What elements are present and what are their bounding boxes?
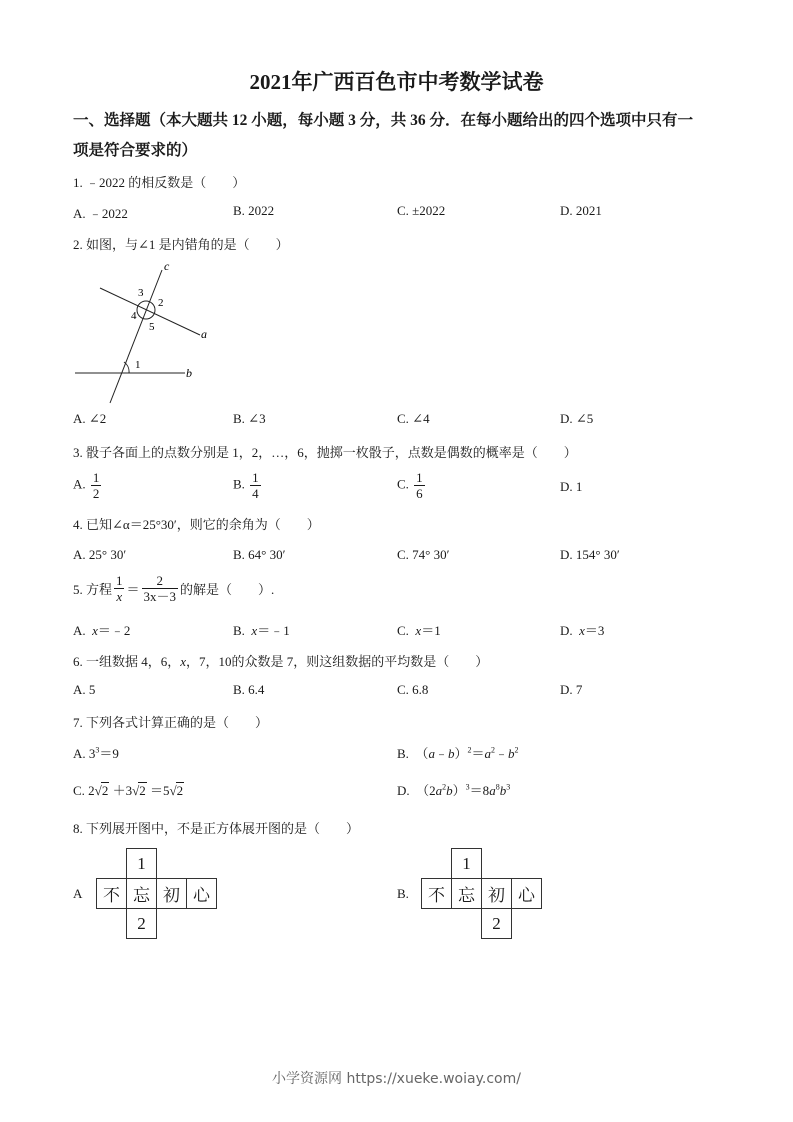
question-3-stem: 3. 骰子各面上的点数分别是 1，2，…，6，抛掷一枚骰子，点数是偶数的概率是（ ）	[73, 445, 577, 460]
stem-suffix: 的解是（ ）.	[180, 582, 275, 597]
net-cell: 1	[451, 848, 482, 879]
footer-watermark: 小学资源网 https://xueke.woiay.com/	[272, 1071, 521, 1087]
fraction-1-over-x: $\frac{1}{x}$	[116, 573, 123, 604]
q8-option-b-letter: B.	[397, 886, 409, 901]
q7-option-d: D. $(2a^2b)^3=8a^8b^3$	[397, 782, 511, 798]
net-cell: 忘	[126, 878, 157, 909]
q2-option-d: D. ∠5	[560, 411, 594, 426]
q1-option-a: A. ﹣2022	[73, 206, 128, 221]
q5-option-b: B. x＝﹣1	[233, 623, 290, 638]
question-5-stem	[73, 573, 274, 604]
net-cell: 2	[126, 908, 157, 939]
stem-prefix: 5. 方程	[73, 582, 113, 597]
question-2-stem: 2. 如图，与∠1 是内错角的是（ ）	[73, 237, 289, 252]
q3-option-b	[233, 470, 263, 501]
line-a-label: a	[201, 327, 207, 341]
angle-3-label: 3	[138, 287, 144, 299]
line-c-label: c	[164, 259, 170, 273]
q2-option-b: B. ∠3	[233, 411, 266, 426]
q5-option-d: D. x＝3	[560, 623, 605, 638]
angle-diagram	[70, 258, 220, 406]
q3-option-c	[397, 470, 427, 501]
net-cell: 心	[511, 878, 542, 909]
fraction: $\frac{1}{4}$	[252, 470, 259, 501]
q3-option-d	[560, 479, 582, 495]
q6-option-a: A. 5	[73, 682, 96, 697]
q1-option-b: B. 2022	[233, 203, 275, 218]
net-cell: 心	[186, 878, 217, 909]
fraction-2-over-3x-3: $\frac{2}{3x-3}$	[143, 573, 177, 604]
net-cell: 初	[156, 878, 187, 909]
q4-option-d: D. 154° 30′	[560, 547, 620, 562]
page-title: 2021年广西百色市中考数学试卷	[249, 70, 544, 94]
q6-option-c: C. 6.8	[397, 682, 429, 697]
question-1-stem: 1. ﹣2022 的相反数是（ ）	[73, 175, 246, 190]
q4-option-b: B. 64° 30′	[233, 547, 286, 562]
net-cell: 1	[126, 848, 157, 879]
q2-option-c: C. ∠4	[397, 411, 430, 426]
q5-option-c: C. x＝1	[397, 623, 441, 638]
q6-option-d: D. 7	[560, 682, 583, 697]
net-cell: 2	[481, 908, 512, 939]
net-cell: 忘	[451, 878, 482, 909]
q1-option-c: C. ±2022	[397, 203, 446, 218]
q3-option-a	[73, 470, 103, 501]
net-cell: 初	[481, 878, 512, 909]
q7-option-b: B. $(a﹣b)^2=a^2﹣b^2$	[397, 745, 519, 761]
fraction: $\frac{1}{6}$	[416, 470, 423, 501]
q5-option-a: A. x＝﹣2	[73, 623, 131, 638]
q1-option-d: D. 2021	[560, 203, 602, 218]
option-letter: D.	[560, 479, 573, 494]
q7-option-c: C. 2√2 ＋3√2 ＝5√2	[73, 783, 184, 798]
question-7-stem: 7. 下列各式计算正确的是（ ）	[73, 715, 269, 730]
angle-5-label: 5	[149, 321, 155, 333]
q4-option-a: A. 25° 30′	[73, 547, 127, 562]
q8-option-a-letter: A	[73, 886, 83, 901]
fraction: $\frac{1}{2}$	[92, 470, 100, 501]
line-b-label: b	[186, 366, 192, 380]
option-value: 1	[575, 479, 583, 494]
angle-2-label: 2	[158, 297, 164, 309]
angle-4-label: 4	[131, 310, 137, 322]
q4-option-c: C. 74° 30′	[397, 547, 450, 562]
q7-option-a: A. $3^3=9$	[73, 745, 119, 761]
section-header-line2: 项是符合要求的）	[73, 142, 198, 159]
net-cell: 不	[421, 878, 452, 909]
net-cell: 不	[96, 878, 127, 909]
option-letter: C.	[397, 476, 409, 492]
q6-option-b: B. 6.4	[233, 682, 265, 697]
q2-option-a: A. ∠2	[73, 411, 107, 426]
angle-1-label: 1	[135, 359, 141, 371]
question-4-stem: 4. 已知∠α＝25°30′，则它的余角为（ ）	[73, 517, 320, 532]
equals-sign: ＝	[126, 582, 140, 597]
question-6-stem: 6. 一组数据 4，6，x，7，10的众数是 7，则这组数据的平均数是（ ）	[73, 654, 489, 669]
question-8-stem: 8. 下列展开图中，不是正方体展开图的是（ ）	[73, 821, 360, 836]
section-header-line1: 一、选择题（本大题共 12 小题，每小题 3 分，共 36 分．在每小题给出的四个选项中只有一	[73, 112, 694, 129]
option-letter: B.	[233, 476, 245, 492]
option-letter: A.	[73, 476, 86, 492]
sqrt-symbol: √2	[94, 783, 109, 798]
